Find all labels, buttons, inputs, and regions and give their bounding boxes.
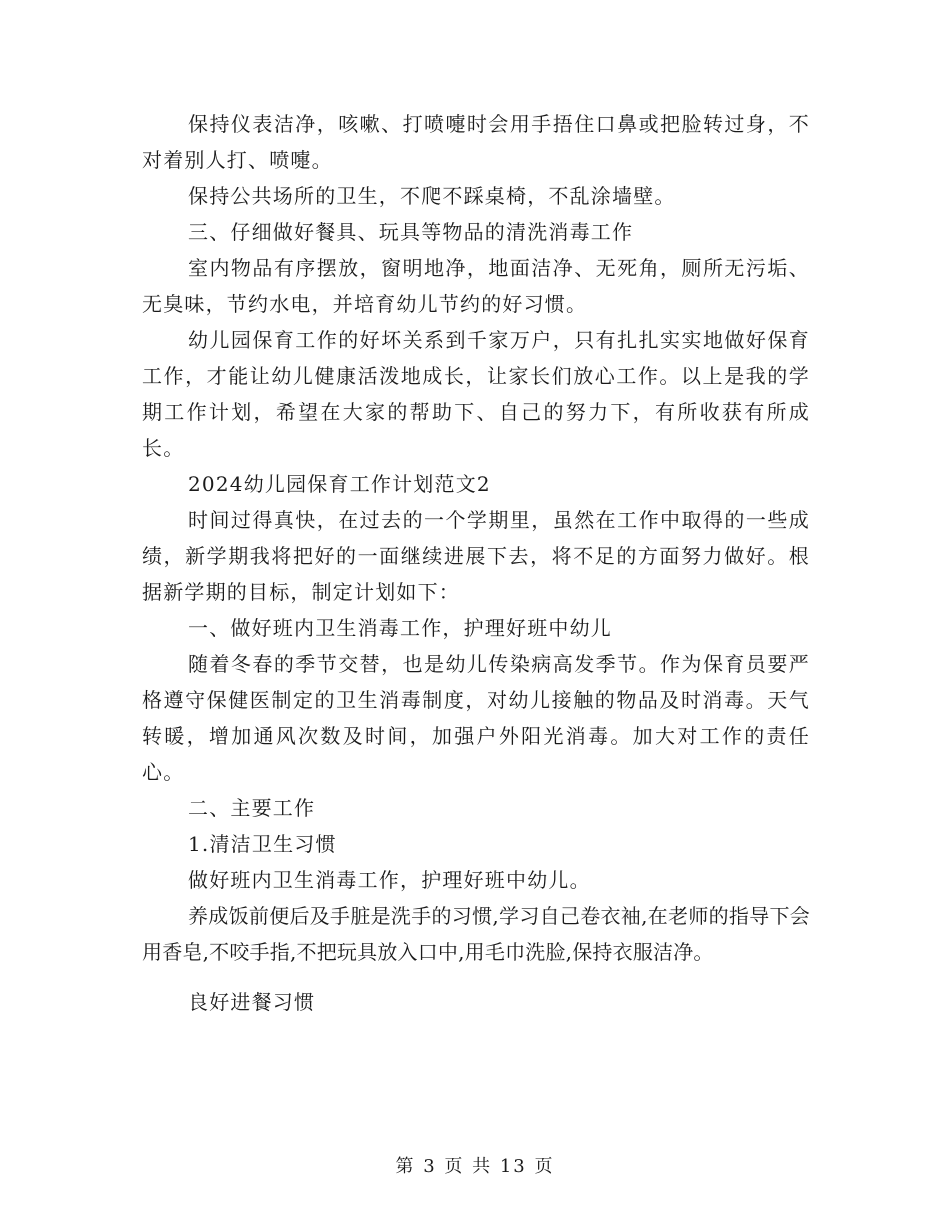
page-number-footer: 第 3 页 共 13 页 <box>395 1156 555 1177</box>
paragraph-hygiene-appearance: 保持仪表洁净，咳嗽、打喷嚏时会用手捂住口鼻或把脸转过身，不对着别人打、喷嚏。 <box>142 112 810 172</box>
paragraph-intro: 时间过得真快，在过去的一个学期里，虽然在工作中取得的一些成绩，新学期我将把好的一面继续进展下去，将不足的方面努力做好。根据新学期的目标，制定计划如下： <box>142 508 810 604</box>
paragraph-seasonal-care: 随着冬春的季节交替，也是幼儿传染病高发季节。作为保育员要严格遵守保健医制定的卫生消毒制度，对幼儿接触的物品及时消毒。天气转暖，增加通风次数及时间，加强户外阳光消毒。加大对工作的责任心。 <box>142 652 810 784</box>
subheading-eating-habits: 良好进餐习惯 <box>188 990 316 1014</box>
paragraph-class-disinfection: 做好班内卫生消毒工作，护理好班中幼儿。 <box>188 868 591 892</box>
section-heading-class-hygiene: 一、做好班内卫生消毒工作，护理好班中幼儿 <box>188 616 612 640</box>
document-body <box>142 106 810 1020</box>
paragraph-public-hygiene: 保持公共场所的卫生，不爬不踩桌椅，不乱涂墙壁。 <box>188 184 676 208</box>
paragraph-handwashing: 养成饭前便后及手脏是洗手的习惯,学习自己卷衣袖,在老师的指导下会用香皂,不咬手指,不把玩具放入口中,用毛巾洗脸,保持衣服洁净。 <box>142 904 810 964</box>
section-heading-disinfection: 三、仔细做好餐具、玩具等物品的清洗消毒工作 <box>188 220 634 244</box>
paragraph-indoor-order: 室内物品有序摆放，窗明地净，地面洁净、无死角，厕所无污垢、无臭味，节约水电，并培育幼儿节约的好习惯。 <box>142 256 810 316</box>
subheading-cleaning-habits: 1.清洁卫生习惯 <box>188 832 337 856</box>
paragraph-conclusion: 幼儿园保育工作的好坏关系到千家万户，只有扎扎实实地做好保育工作，才能让幼儿健康活泼地成长，让家长们放心工作。以上是我的学期工作计划，希望在大家的帮助下、自己的努力下，有所收获有所成长。 <box>142 328 810 460</box>
section-heading-main-work: 二、主要工作 <box>188 796 316 820</box>
document-subtitle: 2024幼儿园保育工作计划范文2 <box>188 472 491 496</box>
